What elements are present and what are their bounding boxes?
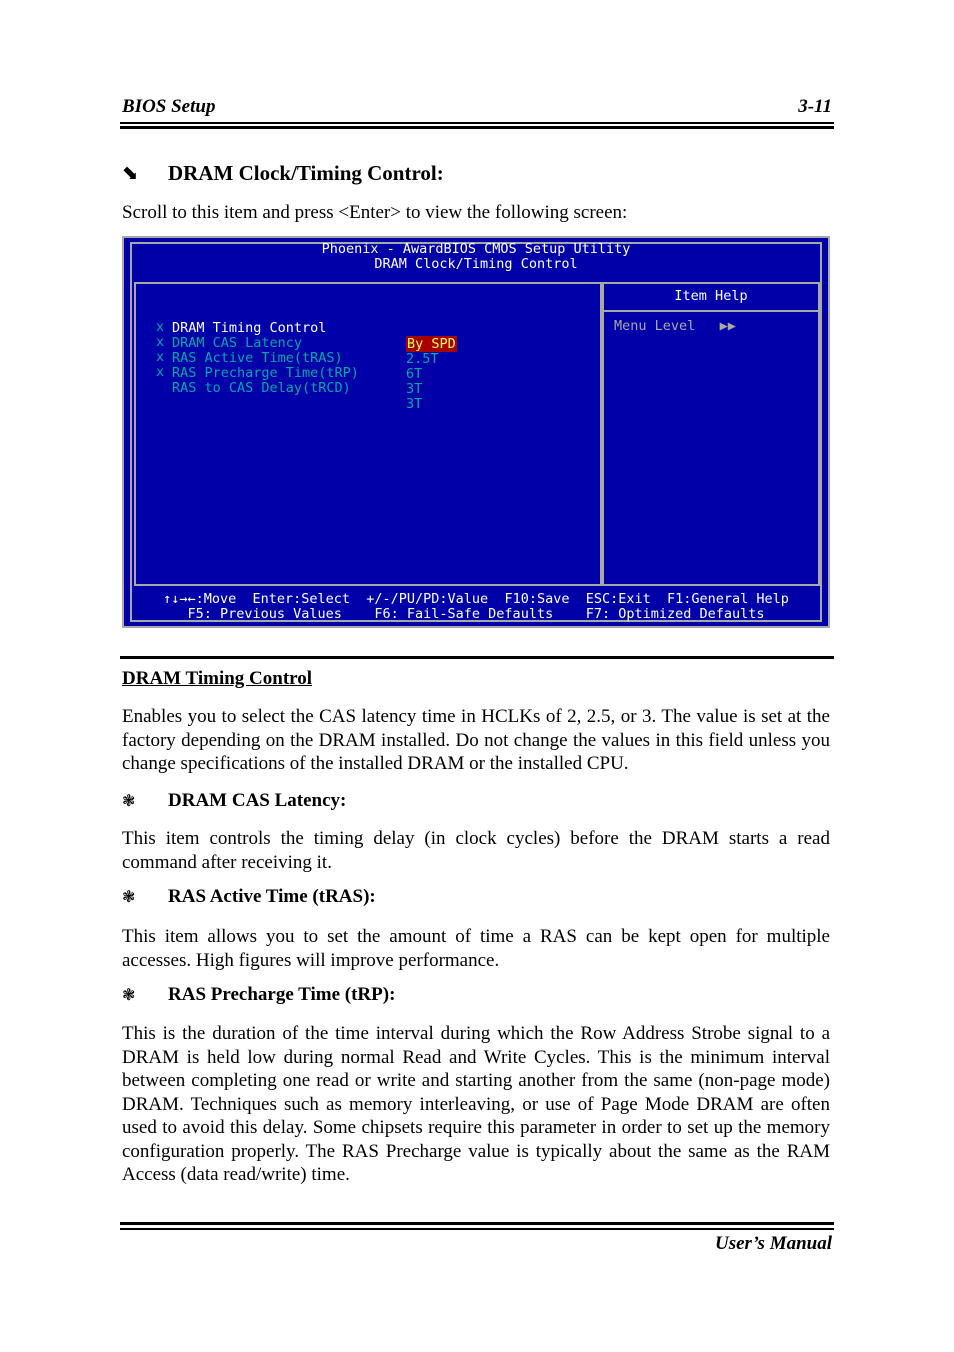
tras-heading (122, 886, 376, 908)
page-number: 3-11 (798, 96, 832, 117)
bios-title: Phoenix - AwardBIOS CMOS Setup Utility (321, 241, 631, 257)
intro-text: Scroll to this item and press <Enter> to view the following screen: (122, 202, 628, 223)
cas-latency-heading (122, 790, 346, 812)
bios-item-label: RAS to CAS Delay(tRCD) (172, 380, 351, 396)
disabled-x-icon: x (156, 364, 165, 380)
bios-item-value[interactable]: By SPD (407, 336, 456, 352)
disabled-x-icon: x (156, 319, 165, 335)
bios-item-value: 3T (406, 381, 423, 397)
page-header (122, 96, 832, 120)
disabled-x-icon: x (156, 349, 165, 365)
section-title (122, 161, 444, 186)
help-title: Item Help (674, 288, 748, 304)
dram-timing-heading: DRAM Timing Control (122, 668, 313, 689)
bios-item-label: RAS Active Time(tRAS) (172, 350, 343, 366)
menu-level-text: Menu Level ▶▶ (614, 318, 736, 334)
bios-key-help-line2: F5: Previous Values F6: Fail-Safe Defaults F7: Optimized Defaults (187, 606, 765, 622)
bios-screen (122, 236, 830, 628)
bios-item-label: RAS Precharge Time(tRP) (172, 365, 359, 381)
bios-item-label: DRAM CAS Latency (172, 335, 303, 351)
trp-text: This is the duration of the time interval during which the Row Address Strobe signal to a DRAM is held low during normal Read and Write Cycles. This is the minimum interval between completing one read or write and starting another from the same (non-page mode) DRAM. Techniques such as memory interleaving, or use of Page Mode DRAM are often used to avoid this delay. Some chipsets require this parameter in order to set up the memory configuration properly. The RAS Precharge value is typically about the same as the RAM Access (data read/write) time. (122, 1023, 830, 1185)
section-title-text: DRAM Clock/Timing Control: (168, 161, 444, 185)
bios-item-label: DRAM Timing Control (172, 320, 327, 336)
bios-settings-panel (134, 282, 602, 586)
bios-item-value: 6T (406, 366, 423, 382)
section-divider (120, 656, 834, 659)
help-divider (604, 310, 818, 312)
trp-heading-text: RAS Precharge Time (tRP): (168, 984, 396, 1005)
bios-item-value: 3T (406, 396, 423, 412)
page-footer: User’s Manual (714, 1233, 832, 1254)
header-title: BIOS Setup (122, 96, 216, 117)
star-bullet-icon: ❃ (122, 793, 136, 810)
trp-heading (122, 984, 395, 1006)
tras-text: This item allows you to set the amount of time a RAS can be kept open for multiple accesses. High figures will improve performance. (122, 926, 830, 971)
cas-latency-text: This item controls the timing delay (in clock cycles) before the DRAM starts a read command after receiving it. (122, 828, 830, 873)
header-rule-thick (120, 126, 834, 129)
star-bullet-icon: ❃ (122, 987, 136, 1004)
bios-subtitle: DRAM Clock/Timing Control (374, 256, 578, 272)
dram-timing-text: Enables you to select the CAS latency time in HCLKs of 2, 2.5, or 3. The value is set at the factory depending on the DRAM installed. Do not change the values in this field unless you change specifications of the installed DRAM or the installed CPU. (122, 706, 830, 774)
disabled-x-icon: x (156, 334, 165, 350)
footer-rule-thick (120, 1222, 834, 1225)
star-bullet-icon: ❃ (122, 889, 136, 906)
tras-heading-text: RAS Active Time (tRAS): (168, 886, 376, 907)
bios-key-help-line1: ↑↓→←:Move Enter:Select +/-/PU/PD:Value F10:Save ESC:Exit F1:General Help (163, 591, 789, 607)
header-rule-thin (120, 122, 834, 124)
bios-help-panel (602, 282, 820, 586)
arrow-icon: ⬊ (122, 163, 139, 185)
footer-rule-thin (120, 1228, 834, 1230)
bios-item-value: 2.5T (406, 351, 439, 367)
cas-latency-heading-text: DRAM CAS Latency: (168, 790, 347, 811)
